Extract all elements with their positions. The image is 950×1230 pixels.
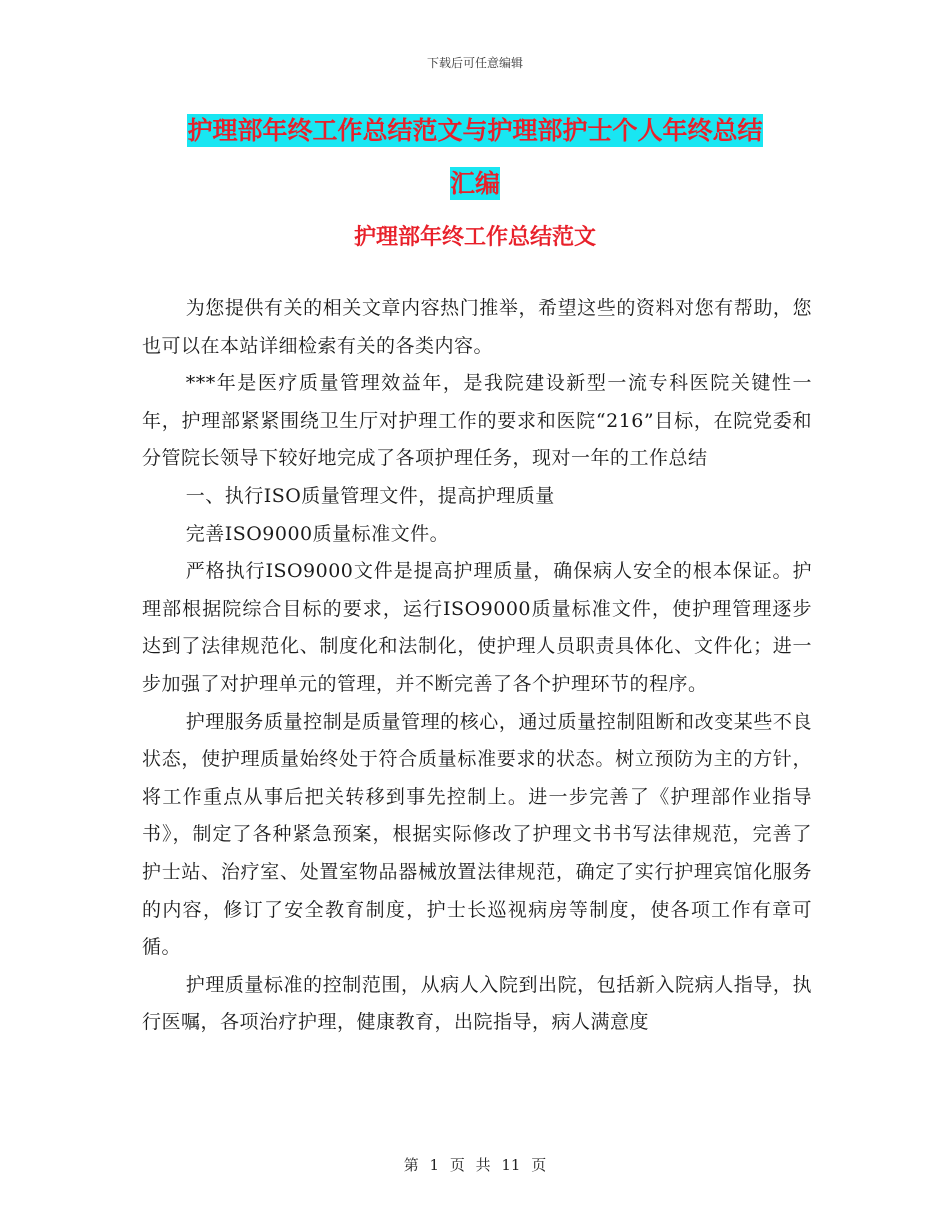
paragraph: 为您提供有关的相关文章内容热门推举，希望这些的资料对您有帮助，您也可以在本站详细检索有关的各类内容。	[142, 297, 812, 357]
page-footer: 第 1 页 共 11 页	[403, 1156, 547, 1174]
paragraph: 完善ISO9000质量标准文件。	[185, 522, 450, 545]
document-body	[142, 290, 812, 1042]
paragraph: 护理服务质量控制是质量管理的核心，通过质量控制阻断和改变某些不良状态，使护理质量始终处于符合质量标准要求的状态。树立预防为主的方针，将工作重点从事后把关转移到事先控制上。进一步完善了《护理部作业指导书》，制定了各种紧急预案，根据实际修改了护理文书书写法律规范，完善了护士站、治疗室、处置室物品器械放置法律规范，确定了实行护理宾馆化服务的内容，修订了安全教育制度，护士长巡视病房等制度，使各项工作有章可循。	[142, 710, 812, 959]
document-title	[0, 104, 950, 210]
section-title: 护理部年终工作总结范文	[353, 224, 596, 250]
title-line-2: 汇编	[449, 169, 500, 198]
paragraph: ***年是医疗质量管理效益年，是我院建设新型一流专科医院关键性一年，护理部紧紧围绕卫生厅对护理工作的要求和医院“216”目标，在院党委和分管院长领导下较好地完成了各项护理任务，现对一年的工作总结	[142, 372, 812, 470]
paragraph: 严格执行ISO9000文件是提高护理质量，确保病人安全的根本保证。护理部根据院综合目标的要求，运行ISO9000质量标准文件，使护理管理逐步达到了法律规范化、制度化和法制化，使护理人员职责具体化、文件化；进一步加强了对护理单元的管理，并不断完善了各个护理环节的程序。	[142, 560, 812, 695]
title-line-1: 护理部年终工作总结范文与护理部护士个人年终总结	[187, 116, 763, 145]
header-note: 下载后可任意编辑	[426, 56, 523, 70]
paragraph: 一、执行ISO质量管理文件，提高护理质量	[185, 484, 555, 507]
paragraph: 护理质量标准的控制范围，从病人入院到出院，包括新入院病人指导，执行医嘱，各项治疗护理，健康教育，出院指导，病人满意度	[142, 973, 812, 1034]
